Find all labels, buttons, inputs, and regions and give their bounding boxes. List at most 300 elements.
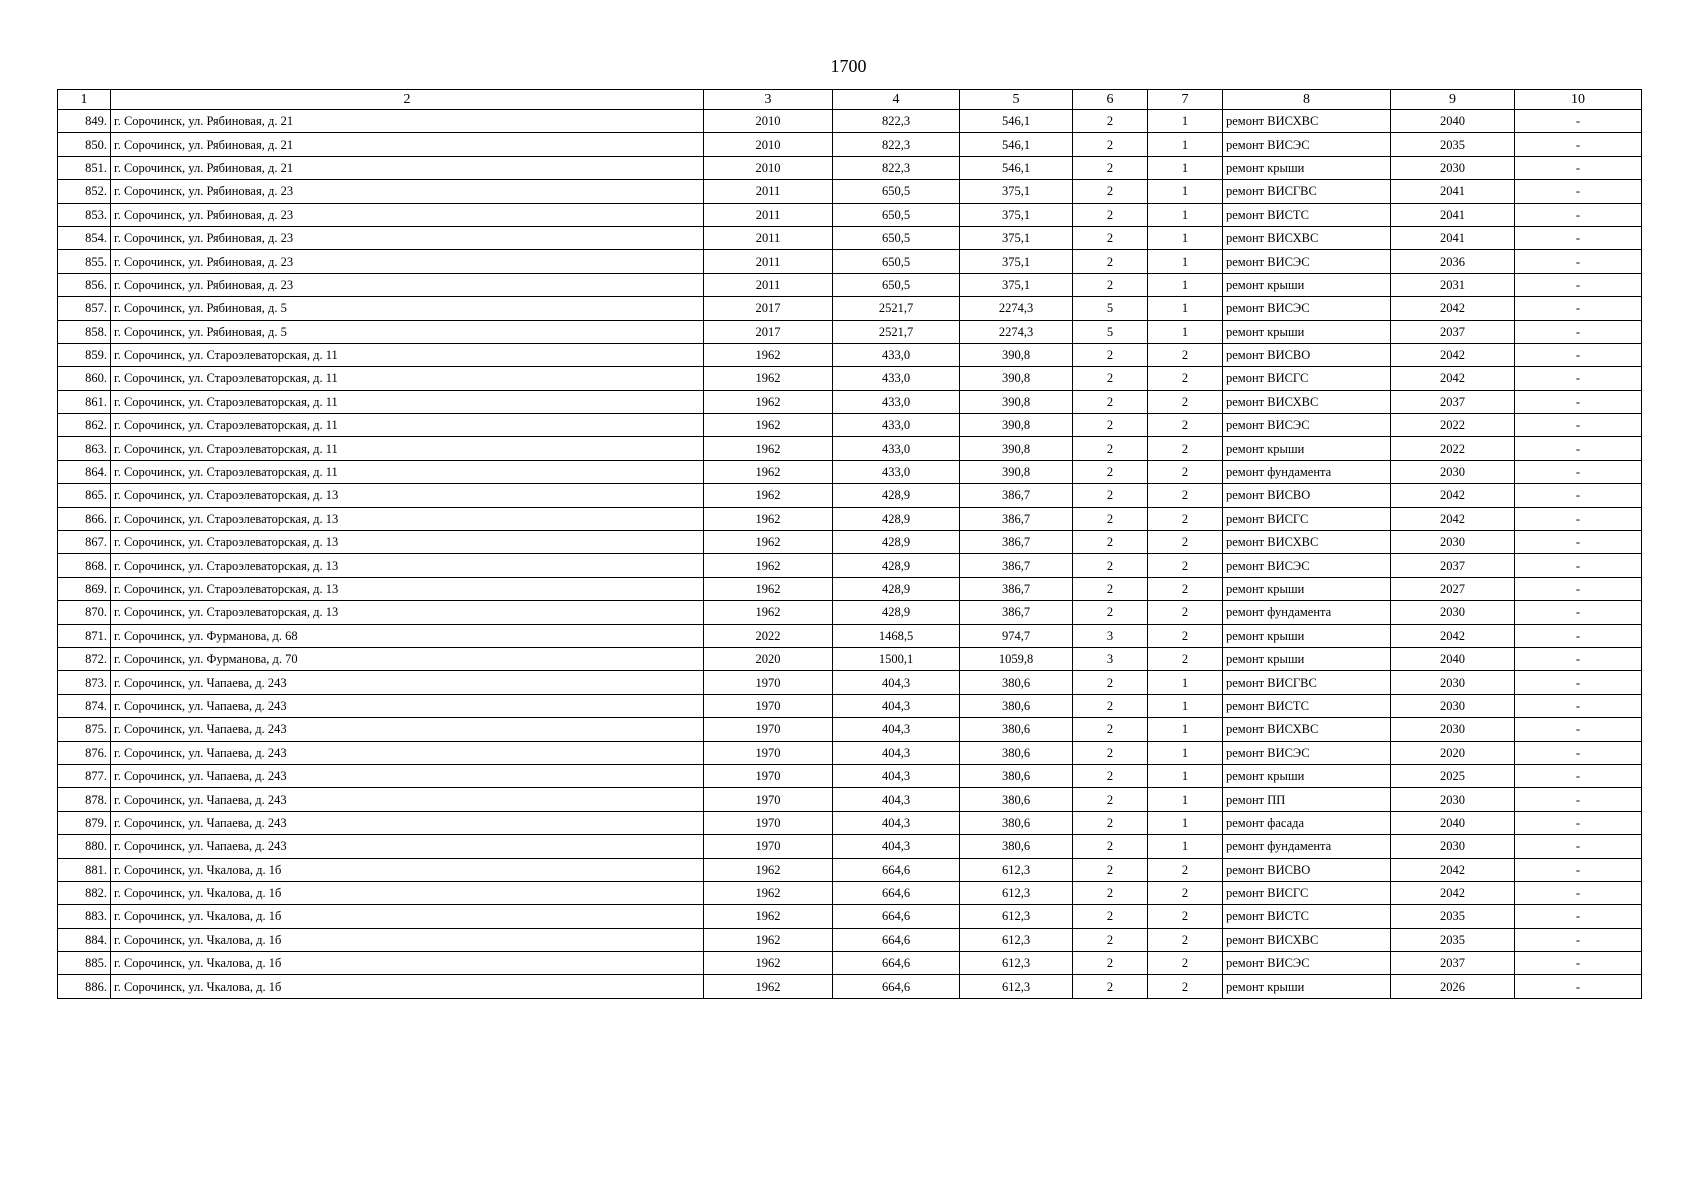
total-area-cell: 664,6 bbox=[833, 881, 960, 904]
row-number-cell: 878. bbox=[58, 788, 111, 811]
planned-year-cell: 2020 bbox=[1391, 741, 1515, 764]
year-built-cell: 1962 bbox=[704, 414, 833, 437]
work-type-cell: ремонт ВИСТС bbox=[1223, 203, 1391, 226]
living-area-cell: 390,8 bbox=[960, 367, 1073, 390]
entrances-cell: 1 bbox=[1148, 110, 1223, 133]
table-row bbox=[58, 881, 1642, 904]
year-built-cell: 1962 bbox=[704, 367, 833, 390]
entrances-cell: 2 bbox=[1148, 554, 1223, 577]
entrances-cell: 1 bbox=[1148, 671, 1223, 694]
address-cell: г. Сорочинск, ул. Чкалова, д. 1б bbox=[111, 975, 704, 998]
row-number-cell: 853. bbox=[58, 203, 111, 226]
table-row bbox=[58, 647, 1642, 670]
address-cell: г. Сорочинск, ул. Рябиновая, д. 23 bbox=[111, 180, 704, 203]
table-row bbox=[58, 694, 1642, 717]
work-type-cell: ремонт фундамента bbox=[1223, 460, 1391, 483]
address-cell: г. Сорочинск, ул. Рябиновая, д. 23 bbox=[111, 226, 704, 249]
note-cell: - bbox=[1515, 390, 1642, 413]
row-number-cell: 876. bbox=[58, 741, 111, 764]
total-area-cell: 1468,5 bbox=[833, 624, 960, 647]
total-area-cell: 433,0 bbox=[833, 390, 960, 413]
note-cell: - bbox=[1515, 928, 1642, 951]
work-type-cell: ремонт ВИСХВС bbox=[1223, 390, 1391, 413]
row-number-cell: 852. bbox=[58, 180, 111, 203]
note-cell: - bbox=[1515, 414, 1642, 437]
year-built-cell: 1962 bbox=[704, 928, 833, 951]
note-cell: - bbox=[1515, 952, 1642, 975]
address-cell: г. Сорочинск, ул. Староэлеваторская, д. 11 bbox=[111, 414, 704, 437]
work-type-cell: ремонт фундамента bbox=[1223, 601, 1391, 624]
year-built-cell: 2022 bbox=[704, 624, 833, 647]
living-area-cell: 380,6 bbox=[960, 811, 1073, 834]
note-cell: - bbox=[1515, 905, 1642, 928]
table-row bbox=[58, 180, 1642, 203]
note-cell: - bbox=[1515, 718, 1642, 741]
row-number-cell: 862. bbox=[58, 414, 111, 437]
column-header: 9 bbox=[1391, 90, 1515, 110]
living-area-cell: 390,8 bbox=[960, 414, 1073, 437]
table-row bbox=[58, 788, 1642, 811]
address-cell: г. Сорочинск, ул. Чкалова, д. 1б bbox=[111, 881, 704, 904]
row-number-cell: 855. bbox=[58, 250, 111, 273]
address-cell: г. Сорочинск, ул. Фурманова, д. 70 bbox=[111, 647, 704, 670]
work-type-cell: ремонт ВИСГС bbox=[1223, 881, 1391, 904]
year-built-cell: 1970 bbox=[704, 835, 833, 858]
floors-cell: 2 bbox=[1073, 835, 1148, 858]
address-cell: г. Сорочинск, ул. Чапаева, д. 243 bbox=[111, 764, 704, 787]
floors-cell: 3 bbox=[1073, 647, 1148, 670]
table-row bbox=[58, 858, 1642, 881]
table-body bbox=[58, 110, 1642, 999]
work-type-cell: ремонт ВИСХВС bbox=[1223, 718, 1391, 741]
address-cell: г. Сорочинск, ул. Староэлеваторская, д. 11 bbox=[111, 367, 704, 390]
note-cell: - bbox=[1515, 133, 1642, 156]
living-area-cell: 386,7 bbox=[960, 577, 1073, 600]
table-row bbox=[58, 764, 1642, 787]
address-cell: г. Сорочинск, ул. Чапаева, д. 243 bbox=[111, 671, 704, 694]
table-row bbox=[58, 952, 1642, 975]
entrances-cell: 2 bbox=[1148, 414, 1223, 437]
total-area-cell: 650,5 bbox=[833, 203, 960, 226]
floors-cell: 2 bbox=[1073, 414, 1148, 437]
work-type-cell: ремонт ВИСЭС bbox=[1223, 250, 1391, 273]
row-number-cell: 883. bbox=[58, 905, 111, 928]
planned-year-cell: 2035 bbox=[1391, 928, 1515, 951]
year-built-cell: 1970 bbox=[704, 718, 833, 741]
table-row bbox=[58, 203, 1642, 226]
living-area-cell: 546,1 bbox=[960, 156, 1073, 179]
living-area-cell: 375,1 bbox=[960, 226, 1073, 249]
note-cell: - bbox=[1515, 273, 1642, 296]
living-area-cell: 375,1 bbox=[960, 180, 1073, 203]
work-type-cell: ремонт ВИСГС bbox=[1223, 367, 1391, 390]
year-built-cell: 2010 bbox=[704, 110, 833, 133]
floors-cell: 2 bbox=[1073, 858, 1148, 881]
row-number-cell: 870. bbox=[58, 601, 111, 624]
entrances-cell: 2 bbox=[1148, 647, 1223, 670]
address-cell: г. Сорочинск, ул. Староэлеваторская, д. 13 bbox=[111, 507, 704, 530]
year-built-cell: 1970 bbox=[704, 788, 833, 811]
year-built-cell: 1962 bbox=[704, 343, 833, 366]
table-row bbox=[58, 390, 1642, 413]
address-cell: г. Сорочинск, ул. Чкалова, д. 1б bbox=[111, 928, 704, 951]
year-built-cell: 1962 bbox=[704, 858, 833, 881]
note-cell: - bbox=[1515, 437, 1642, 460]
address-cell: г. Сорочинск, ул. Чкалова, д. 1б bbox=[111, 952, 704, 975]
total-area-cell: 404,3 bbox=[833, 764, 960, 787]
planned-year-cell: 2027 bbox=[1391, 577, 1515, 600]
living-area-cell: 380,6 bbox=[960, 835, 1073, 858]
floors-cell: 3 bbox=[1073, 624, 1148, 647]
planned-year-cell: 2030 bbox=[1391, 601, 1515, 624]
table-row bbox=[58, 484, 1642, 507]
work-type-cell: ремонт ВИСЭС bbox=[1223, 297, 1391, 320]
entrances-cell: 2 bbox=[1148, 624, 1223, 647]
table-row bbox=[58, 320, 1642, 343]
planned-year-cell: 2037 bbox=[1391, 952, 1515, 975]
row-number-cell: 860. bbox=[58, 367, 111, 390]
planned-year-cell: 2041 bbox=[1391, 180, 1515, 203]
planned-year-cell: 2040 bbox=[1391, 110, 1515, 133]
entrances-cell: 1 bbox=[1148, 811, 1223, 834]
address-cell: г. Сорочинск, ул. Староэлеваторская, д. 13 bbox=[111, 484, 704, 507]
floors-cell: 2 bbox=[1073, 250, 1148, 273]
note-cell: - bbox=[1515, 250, 1642, 273]
floors-cell: 2 bbox=[1073, 975, 1148, 998]
row-number-cell: 871. bbox=[58, 624, 111, 647]
total-area-cell: 650,5 bbox=[833, 273, 960, 296]
planned-year-cell: 2042 bbox=[1391, 507, 1515, 530]
note-cell: - bbox=[1515, 554, 1642, 577]
note-cell: - bbox=[1515, 367, 1642, 390]
entrances-cell: 1 bbox=[1148, 741, 1223, 764]
living-area-cell: 390,8 bbox=[960, 460, 1073, 483]
table-row bbox=[58, 343, 1642, 366]
planned-year-cell: 2037 bbox=[1391, 390, 1515, 413]
year-built-cell: 2011 bbox=[704, 273, 833, 296]
living-area-cell: 612,3 bbox=[960, 881, 1073, 904]
total-area-cell: 2521,7 bbox=[833, 297, 960, 320]
planned-year-cell: 2040 bbox=[1391, 811, 1515, 834]
planned-year-cell: 2035 bbox=[1391, 133, 1515, 156]
year-built-cell: 2011 bbox=[704, 226, 833, 249]
floors-cell: 2 bbox=[1073, 343, 1148, 366]
living-area-cell: 375,1 bbox=[960, 250, 1073, 273]
planned-year-cell: 2042 bbox=[1391, 858, 1515, 881]
total-area-cell: 404,3 bbox=[833, 718, 960, 741]
address-cell: г. Сорочинск, ул. Рябиновая, д. 23 bbox=[111, 250, 704, 273]
total-area-cell: 664,6 bbox=[833, 905, 960, 928]
floors-cell: 2 bbox=[1073, 788, 1148, 811]
entrances-cell: 2 bbox=[1148, 484, 1223, 507]
entrances-cell: 2 bbox=[1148, 975, 1223, 998]
year-built-cell: 1970 bbox=[704, 764, 833, 787]
work-type-cell: ремонт ВИСЭС bbox=[1223, 554, 1391, 577]
total-area-cell: 650,5 bbox=[833, 180, 960, 203]
note-cell: - bbox=[1515, 811, 1642, 834]
table-row bbox=[58, 297, 1642, 320]
work-type-cell: ремонт крыши bbox=[1223, 437, 1391, 460]
total-area-cell: 650,5 bbox=[833, 250, 960, 273]
column-header: 7 bbox=[1148, 90, 1223, 110]
table-row bbox=[58, 156, 1642, 179]
planned-year-cell: 2031 bbox=[1391, 273, 1515, 296]
living-area-cell: 546,1 bbox=[960, 133, 1073, 156]
row-number-cell: 873. bbox=[58, 671, 111, 694]
total-area-cell: 428,9 bbox=[833, 531, 960, 554]
floors-cell: 2 bbox=[1073, 531, 1148, 554]
address-cell: г. Сорочинск, ул. Староэлеваторская, д. 13 bbox=[111, 577, 704, 600]
table-row bbox=[58, 554, 1642, 577]
floors-cell: 5 bbox=[1073, 297, 1148, 320]
work-type-cell: ремонт крыши bbox=[1223, 647, 1391, 670]
note-cell: - bbox=[1515, 577, 1642, 600]
planned-year-cell: 2042 bbox=[1391, 297, 1515, 320]
work-type-cell: ремонт ВИСХВС bbox=[1223, 928, 1391, 951]
note-cell: - bbox=[1515, 460, 1642, 483]
living-area-cell: 390,8 bbox=[960, 343, 1073, 366]
note-cell: - bbox=[1515, 156, 1642, 179]
entrances-cell: 1 bbox=[1148, 764, 1223, 787]
row-number-cell: 869. bbox=[58, 577, 111, 600]
entrances-cell: 1 bbox=[1148, 320, 1223, 343]
entrances-cell: 1 bbox=[1148, 133, 1223, 156]
planned-year-cell: 2042 bbox=[1391, 624, 1515, 647]
row-number-cell: 861. bbox=[58, 390, 111, 413]
year-built-cell: 2010 bbox=[704, 133, 833, 156]
note-cell: - bbox=[1515, 694, 1642, 717]
row-number-cell: 851. bbox=[58, 156, 111, 179]
work-type-cell: ремонт крыши bbox=[1223, 156, 1391, 179]
year-built-cell: 1970 bbox=[704, 741, 833, 764]
column-header: 2 bbox=[111, 90, 704, 110]
living-area-cell: 2274,3 bbox=[960, 320, 1073, 343]
entrances-cell: 2 bbox=[1148, 928, 1223, 951]
address-cell: г. Сорочинск, ул. Староэлеваторская, д. 11 bbox=[111, 437, 704, 460]
total-area-cell: 1500,1 bbox=[833, 647, 960, 670]
entrances-cell: 2 bbox=[1148, 905, 1223, 928]
table-row bbox=[58, 110, 1642, 133]
address-cell: г. Сорочинск, ул. Чкалова, д. 1б bbox=[111, 858, 704, 881]
living-area-cell: 386,7 bbox=[960, 531, 1073, 554]
column-header: 10 bbox=[1515, 90, 1642, 110]
total-area-cell: 433,0 bbox=[833, 460, 960, 483]
row-number-cell: 872. bbox=[58, 647, 111, 670]
entrances-cell: 2 bbox=[1148, 343, 1223, 366]
table-row bbox=[58, 835, 1642, 858]
table-row bbox=[58, 250, 1642, 273]
repair-schedule-table bbox=[57, 89, 1642, 999]
table-row bbox=[58, 741, 1642, 764]
table-row bbox=[58, 133, 1642, 156]
table-row bbox=[58, 811, 1642, 834]
planned-year-cell: 2042 bbox=[1391, 367, 1515, 390]
floors-cell: 2 bbox=[1073, 133, 1148, 156]
year-built-cell: 2011 bbox=[704, 203, 833, 226]
table-row bbox=[58, 460, 1642, 483]
total-area-cell: 433,0 bbox=[833, 343, 960, 366]
entrances-cell: 1 bbox=[1148, 203, 1223, 226]
total-area-cell: 664,6 bbox=[833, 928, 960, 951]
note-cell: - bbox=[1515, 671, 1642, 694]
address-cell: г. Сорочинск, ул. Фурманова, д. 68 bbox=[111, 624, 704, 647]
total-area-cell: 822,3 bbox=[833, 133, 960, 156]
living-area-cell: 386,7 bbox=[960, 484, 1073, 507]
address-cell: г. Сорочинск, ул. Чкалова, д. 1б bbox=[111, 905, 704, 928]
work-type-cell: ремонт ВИСХВС bbox=[1223, 531, 1391, 554]
address-cell: г. Сорочинск, ул. Староэлеваторская, д. 13 bbox=[111, 601, 704, 624]
total-area-cell: 664,6 bbox=[833, 975, 960, 998]
planned-year-cell: 2030 bbox=[1391, 460, 1515, 483]
total-area-cell: 433,0 bbox=[833, 414, 960, 437]
total-area-cell: 404,3 bbox=[833, 835, 960, 858]
living-area-cell: 612,3 bbox=[960, 905, 1073, 928]
header-row bbox=[58, 90, 1642, 110]
living-area-cell: 612,3 bbox=[960, 928, 1073, 951]
table-row bbox=[58, 414, 1642, 437]
column-header: 6 bbox=[1073, 90, 1148, 110]
work-type-cell: ремонт ВИСТС bbox=[1223, 905, 1391, 928]
work-type-cell: ремонт крыши bbox=[1223, 273, 1391, 296]
note-cell: - bbox=[1515, 881, 1642, 904]
living-area-cell: 375,1 bbox=[960, 203, 1073, 226]
note-cell: - bbox=[1515, 975, 1642, 998]
year-built-cell: 1962 bbox=[704, 905, 833, 928]
floors-cell: 2 bbox=[1073, 180, 1148, 203]
floors-cell: 2 bbox=[1073, 110, 1148, 133]
total-area-cell: 428,9 bbox=[833, 507, 960, 530]
address-cell: г. Сорочинск, ул. Староэлеваторская, д. 11 bbox=[111, 460, 704, 483]
entrances-cell: 1 bbox=[1148, 226, 1223, 249]
floors-cell: 2 bbox=[1073, 554, 1148, 577]
planned-year-cell: 2042 bbox=[1391, 881, 1515, 904]
total-area-cell: 428,9 bbox=[833, 484, 960, 507]
table-row bbox=[58, 905, 1642, 928]
floors-cell: 2 bbox=[1073, 905, 1148, 928]
planned-year-cell: 2042 bbox=[1391, 484, 1515, 507]
year-built-cell: 1962 bbox=[704, 460, 833, 483]
address-cell: г. Сорочинск, ул. Чапаева, д. 243 bbox=[111, 741, 704, 764]
entrances-cell: 2 bbox=[1148, 437, 1223, 460]
address-cell: г. Сорочинск, ул. Рябиновая, д. 21 bbox=[111, 156, 704, 179]
living-area-cell: 380,6 bbox=[960, 671, 1073, 694]
work-type-cell: ремонт крыши bbox=[1223, 320, 1391, 343]
floors-cell: 2 bbox=[1073, 460, 1148, 483]
row-number-cell: 879. bbox=[58, 811, 111, 834]
work-type-cell: ремонт крыши bbox=[1223, 975, 1391, 998]
living-area-cell: 974,7 bbox=[960, 624, 1073, 647]
year-built-cell: 2020 bbox=[704, 647, 833, 670]
note-cell: - bbox=[1515, 226, 1642, 249]
entrances-cell: 2 bbox=[1148, 952, 1223, 975]
floors-cell: 5 bbox=[1073, 320, 1148, 343]
year-built-cell: 2010 bbox=[704, 156, 833, 179]
entrances-cell: 1 bbox=[1148, 273, 1223, 296]
table-row bbox=[58, 577, 1642, 600]
work-type-cell: ремонт ВИСГВС bbox=[1223, 671, 1391, 694]
living-area-cell: 612,3 bbox=[960, 952, 1073, 975]
entrances-cell: 1 bbox=[1148, 694, 1223, 717]
note-cell: - bbox=[1515, 858, 1642, 881]
table-row bbox=[58, 531, 1642, 554]
year-built-cell: 1962 bbox=[704, 577, 833, 600]
entrances-cell: 2 bbox=[1148, 577, 1223, 600]
work-type-cell: ремонт ПП bbox=[1223, 788, 1391, 811]
address-cell: г. Сорочинск, ул. Рябиновая, д. 5 bbox=[111, 297, 704, 320]
row-number-cell: 881. bbox=[58, 858, 111, 881]
table-row bbox=[58, 718, 1642, 741]
floors-cell: 2 bbox=[1073, 203, 1148, 226]
living-area-cell: 380,6 bbox=[960, 788, 1073, 811]
living-area-cell: 386,7 bbox=[960, 554, 1073, 577]
total-area-cell: 822,3 bbox=[833, 110, 960, 133]
entrances-cell: 1 bbox=[1148, 297, 1223, 320]
planned-year-cell: 2037 bbox=[1391, 320, 1515, 343]
row-number-cell: 867. bbox=[58, 531, 111, 554]
work-type-cell: ремонт ВИСВО bbox=[1223, 484, 1391, 507]
living-area-cell: 2274,3 bbox=[960, 297, 1073, 320]
row-number-cell: 880. bbox=[58, 835, 111, 858]
row-number-cell: 859. bbox=[58, 343, 111, 366]
work-type-cell: ремонт ВИСЭС bbox=[1223, 741, 1391, 764]
table-row bbox=[58, 273, 1642, 296]
note-cell: - bbox=[1515, 647, 1642, 670]
table-row bbox=[58, 437, 1642, 460]
planned-year-cell: 2030 bbox=[1391, 835, 1515, 858]
address-cell: г. Сорочинск, ул. Староэлеваторская, д. 13 bbox=[111, 531, 704, 554]
total-area-cell: 650,5 bbox=[833, 226, 960, 249]
address-cell: г. Сорочинск, ул. Рябиновая, д. 21 bbox=[111, 133, 704, 156]
row-number-cell: 882. bbox=[58, 881, 111, 904]
total-area-cell: 428,9 bbox=[833, 577, 960, 600]
table-row bbox=[58, 928, 1642, 951]
total-area-cell: 404,3 bbox=[833, 811, 960, 834]
table-row bbox=[58, 507, 1642, 530]
planned-year-cell: 2025 bbox=[1391, 764, 1515, 787]
row-number-cell: 856. bbox=[58, 273, 111, 296]
work-type-cell: ремонт ВИСГВС bbox=[1223, 180, 1391, 203]
floors-cell: 2 bbox=[1073, 881, 1148, 904]
column-header: 5 bbox=[960, 90, 1073, 110]
address-cell: г. Сорочинск, ул. Рябиновая, д. 21 bbox=[111, 110, 704, 133]
entrances-cell: 1 bbox=[1148, 250, 1223, 273]
floors-cell: 2 bbox=[1073, 718, 1148, 741]
entrances-cell: 1 bbox=[1148, 718, 1223, 741]
note-cell: - bbox=[1515, 180, 1642, 203]
row-number-cell: 864. bbox=[58, 460, 111, 483]
row-number-cell: 849. bbox=[58, 110, 111, 133]
year-built-cell: 1962 bbox=[704, 601, 833, 624]
year-built-cell: 1962 bbox=[704, 531, 833, 554]
work-type-cell: ремонт ВИСТС bbox=[1223, 694, 1391, 717]
floors-cell: 2 bbox=[1073, 437, 1148, 460]
living-area-cell: 546,1 bbox=[960, 110, 1073, 133]
address-cell: г. Сорочинск, ул. Рябиновая, д. 23 bbox=[111, 273, 704, 296]
column-header: 4 bbox=[833, 90, 960, 110]
entrances-cell: 2 bbox=[1148, 367, 1223, 390]
address-cell: г. Сорочинск, ул. Чапаева, д. 243 bbox=[111, 694, 704, 717]
floors-cell: 2 bbox=[1073, 811, 1148, 834]
note-cell: - bbox=[1515, 601, 1642, 624]
year-built-cell: 1962 bbox=[704, 881, 833, 904]
work-type-cell: ремонт ВИСЭС bbox=[1223, 414, 1391, 437]
entrances-cell: 2 bbox=[1148, 531, 1223, 554]
note-cell: - bbox=[1515, 835, 1642, 858]
row-number-cell: 863. bbox=[58, 437, 111, 460]
planned-year-cell: 2040 bbox=[1391, 647, 1515, 670]
planned-year-cell: 2035 bbox=[1391, 905, 1515, 928]
floors-cell: 2 bbox=[1073, 507, 1148, 530]
